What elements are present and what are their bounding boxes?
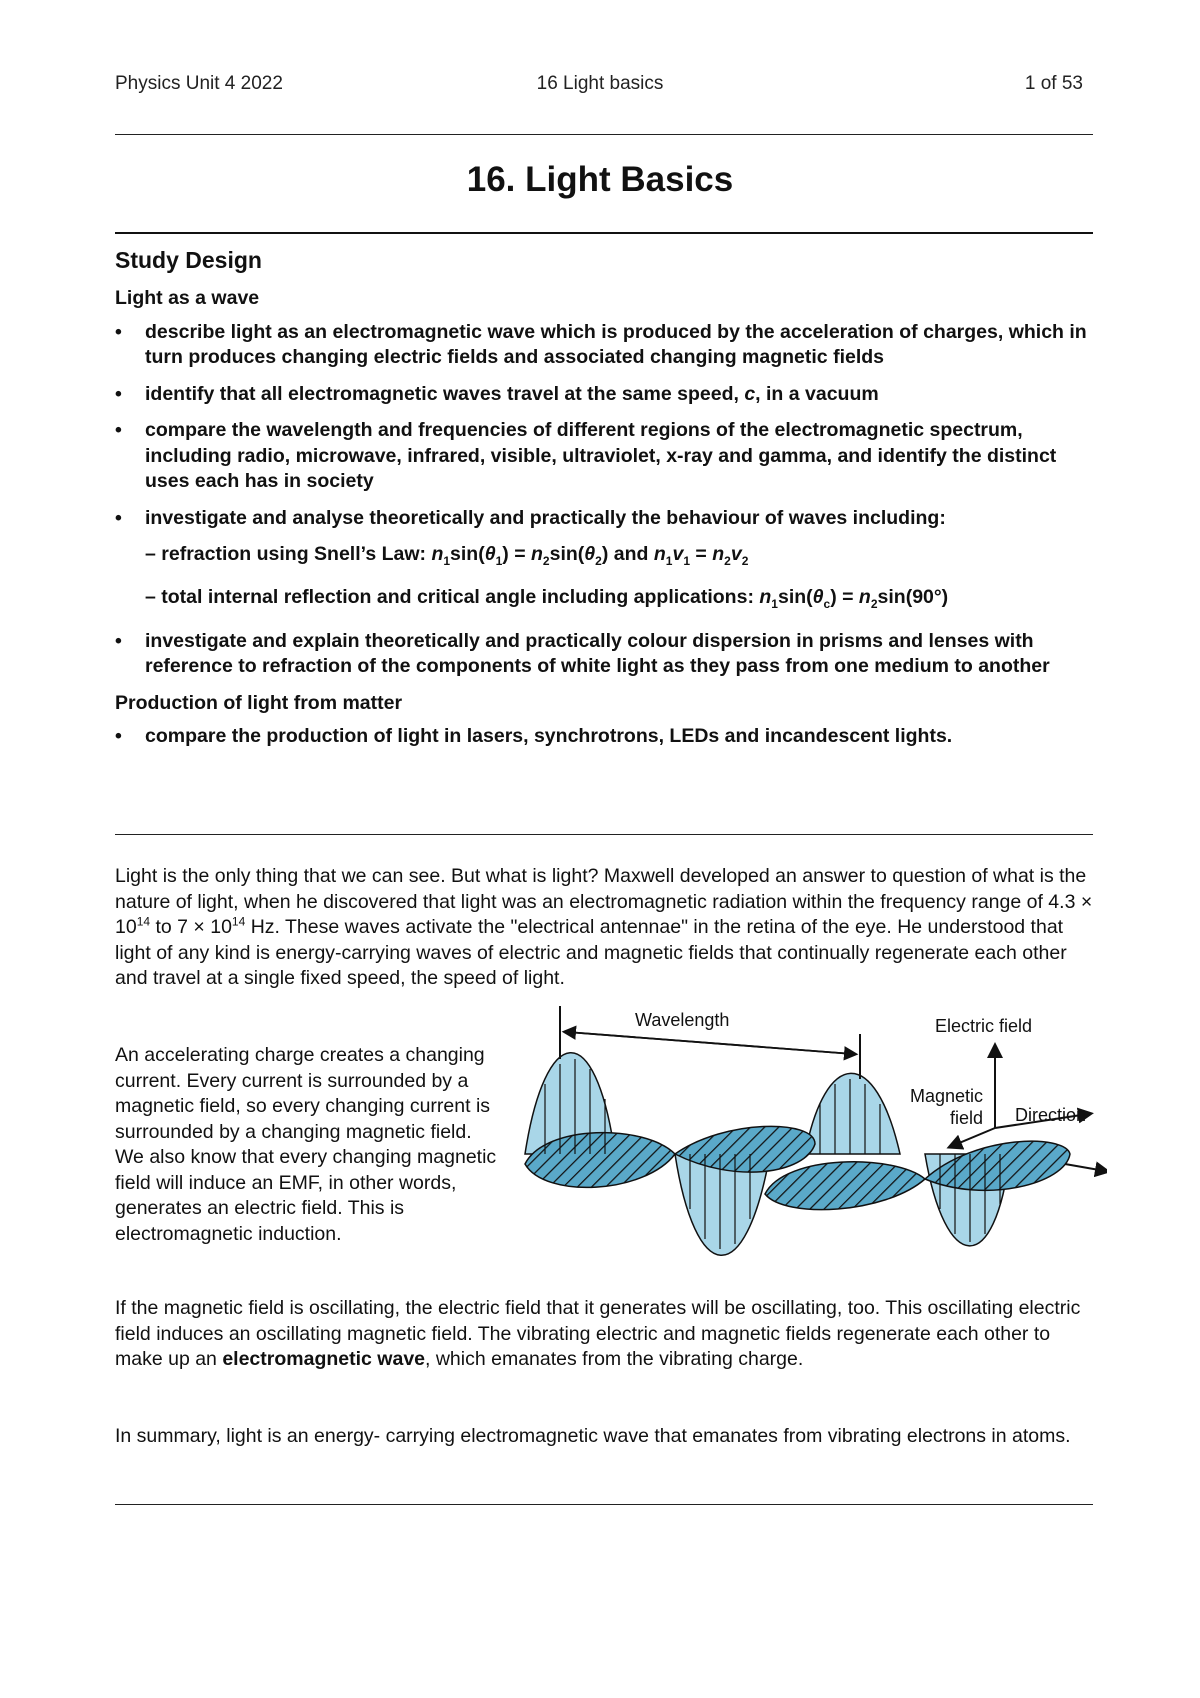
paragraph-text: , which emanates from the vibrating charge. xyxy=(425,1348,804,1370)
list-item-text: describe light as an electromagnetic wave which is produced by the acceleration of charges, which in turn produces changing electric fields and associated changing magnetic fields xyxy=(145,320,1087,368)
dash-text: – total internal reflection and critical angle including applications: xyxy=(145,586,760,609)
direction-label: Direction xyxy=(1015,1105,1087,1125)
subheading-light-as-wave: Light as a wave xyxy=(115,287,260,309)
dash-text: – refraction using Snell’s Law: xyxy=(145,543,432,565)
header-center: 16 Light basics xyxy=(536,73,664,94)
list-item xyxy=(115,382,1105,408)
wavelength-arrow-back xyxy=(567,1032,853,1054)
critical-angle-equation: $n_1\sin(\theta_c) = n_2\sin(90^\circ)$ xyxy=(759,586,949,612)
bold-term: electromagnetic wave xyxy=(222,1348,426,1370)
list-item xyxy=(115,506,1105,532)
propagation-arrow xyxy=(1065,1164,1105,1171)
magnetic-field-axis xyxy=(952,1128,995,1146)
snells-law-line xyxy=(115,542,1105,574)
paragraph-text: Hz. These waves activate the "electrical antennae" in the retina of the eye. He understood that light of any kind is energy-carrying waves of electric and magnetic fields that continually regenerate each other and travel at a single fixed speed, the speed of light. xyxy=(115,916,1067,989)
section-rule xyxy=(115,834,1093,835)
bullet: • xyxy=(115,629,122,652)
magnetic-lobe-4 xyxy=(925,1141,1070,1190)
header-rule xyxy=(115,134,1093,135)
magnetic-lobe-3 xyxy=(765,1162,925,1210)
header-page-number: 1 of 53 xyxy=(1024,73,1083,94)
paragraph-summary: In summary, light is an energy- carrying electromagnetic wave that emanates from vibrating electrons in atoms. xyxy=(115,1425,1071,1447)
title-rule xyxy=(115,232,1093,234)
study-design-box xyxy=(115,286,1105,761)
list-item-text: identify that all electromagnetic waves travel at the same speed, xyxy=(145,382,745,405)
paragraph-text: If the magnetic field is oscillating, the electric field that it generates will be oscillating, too. This oscillating electric field induces an oscillating magnetic field. The vibrating electric and magnetic fields regenerate each other to make up an xyxy=(115,1297,1081,1370)
study-list-1 xyxy=(115,320,1105,532)
paragraph-text: to 7 × 10 xyxy=(150,916,232,938)
field-label: field xyxy=(950,1108,984,1128)
bullet: • xyxy=(115,320,122,343)
exponent: 14 xyxy=(136,914,151,929)
list-item xyxy=(115,724,1105,750)
electric-lobe-3 xyxy=(805,1073,900,1154)
footer-rule xyxy=(115,1504,1093,1505)
page-title: 16. Light Basics xyxy=(466,160,734,199)
paragraph-induction: An accelerating charge creates a changing current. Every current is surrounded by a magnetic field, so every changing current is surrounded by a changing magnetic field. We also know that every changing magnetic field will induce an EMF, in other words, generates an electric field. This is electromagnetic induction. xyxy=(115,1044,497,1245)
bullet: • xyxy=(115,382,122,405)
subheading-production: Production of light from matter xyxy=(115,691,403,714)
paragraph-text: Light is the only thing that we can see. But what is light? Maxwell developed an answer to question of what is the nature of light, when he discovered that light was an electromagnetic radiation within the frequency range of 4.3 × 10 xyxy=(115,865,1093,938)
list-item-text: investigate and analyse theoretically and practically the behaviour of waves including: xyxy=(145,506,946,529)
bullet: • xyxy=(115,419,122,441)
electromagnetic-wave-diagram xyxy=(505,1004,1107,1276)
electric-field-label: Electric field xyxy=(935,1016,1033,1036)
list-item xyxy=(115,629,1105,680)
list-item-text: compare the wavelength and frequencies of different regions of the electromagnetic spectrum, including radio, microwave, infrared, visible, ultraviolet, x-ray and gamma, and identify the distinct uses each has in society xyxy=(145,419,1057,492)
paragraph-maxwell xyxy=(115,864,1100,992)
list-item-text: investigate and explain theoretically and practically colour dispersion in prisms and lenses with reference to refraction of the components of white light as they pass from one medium to another xyxy=(145,629,1050,678)
critical-angle-line xyxy=(115,585,1105,617)
list-item xyxy=(115,418,1105,495)
exponent: 14 xyxy=(231,914,246,929)
list-item xyxy=(115,320,1105,371)
wavelength-label: Wavelength xyxy=(635,1010,730,1030)
bullet: • xyxy=(115,725,122,748)
paragraph-oscillation xyxy=(115,1296,1100,1373)
snell-equation: $n_1\sin(\theta_1) = n_2\sin(\theta_2)$ and $n_1v_1 = n_2v_2$ xyxy=(431,543,749,568)
magnetic-label: Magnetic xyxy=(910,1086,984,1106)
speed-symbol: c xyxy=(744,382,756,405)
study-list-1b xyxy=(115,629,1105,680)
bullet: • xyxy=(115,506,122,529)
list-item-text: compare the production of light in lasers, synchrotrons, LEDs and incandescent lights. xyxy=(145,725,953,748)
study-list-2 xyxy=(115,724,1105,750)
list-item-text: , in a vacuum xyxy=(755,382,879,405)
header-left: Physics Unit 4 2022 xyxy=(115,73,283,94)
study-design-heading: Study Design xyxy=(115,247,262,273)
